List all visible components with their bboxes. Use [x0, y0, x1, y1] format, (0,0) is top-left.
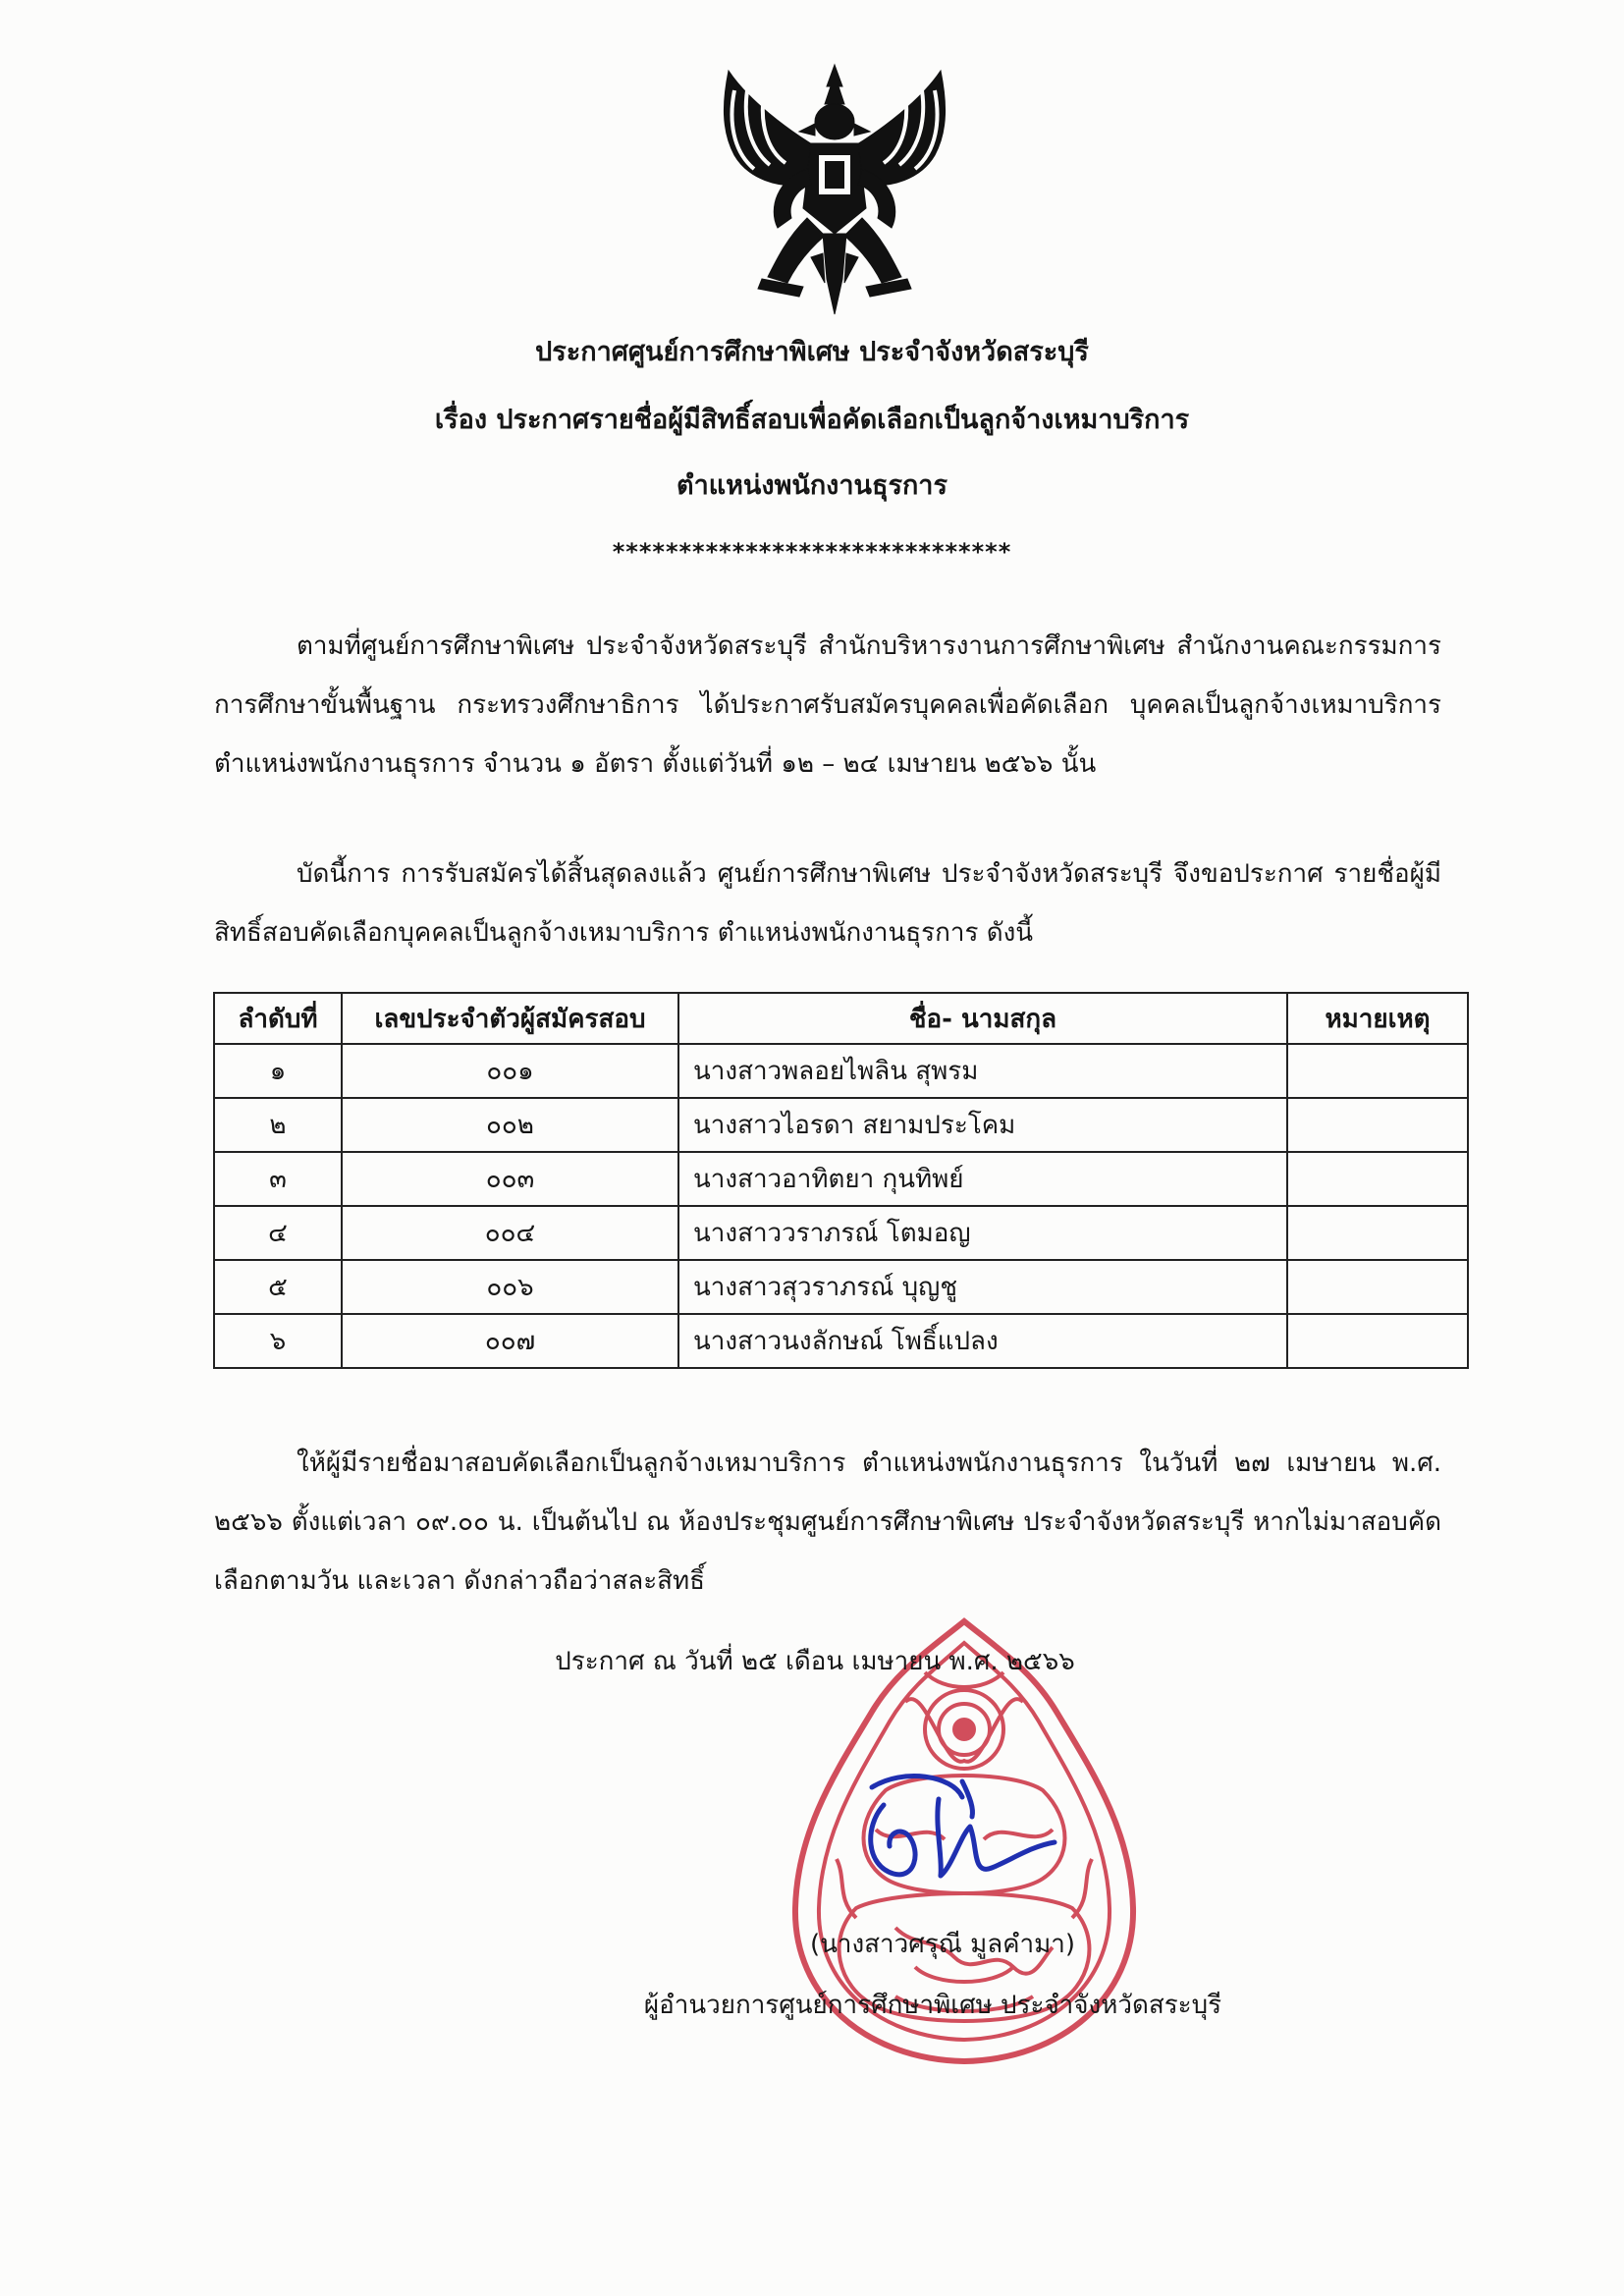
- announcement-title: ประกาศศูนย์การศึกษาพิเศษ ประจำจังหวัดสระบุรี: [535, 337, 1089, 367]
- cell-applicant-id: ๐๐๔: [342, 1206, 678, 1260]
- header-applicant-id: เลขประจำตัวผู้สมัครสอบ: [342, 993, 678, 1044]
- cell-remarks: [1287, 1206, 1468, 1260]
- cell-applicant-id: ๐๐๓: [342, 1152, 678, 1206]
- cell-applicant-id: ๐๐๗: [342, 1314, 678, 1368]
- cell-full-name: นางสาววราภรณ์ โตมอญ: [678, 1206, 1287, 1260]
- table-row: [214, 1152, 1468, 1206]
- cell-applicant-id: ๐๐๑: [342, 1044, 678, 1098]
- paragraph-intro: ตามที่ศูนย์การศึกษาพิเศษ ประจำจังหวัดสระบุรี สำนักบริหารงานการศึกษาพิเศษ สำนักงานคณะกรรมการการศึกษาขั้นพื้นฐาน กระทรวงศึกษาธิการ ได้ประกาศรับสมัครบุคคลเพื่อคัดเลือก บุคคลเป็นลูกจ้างเหมาบริการ ตำแหน่งพนักงานธุรการ จำนวน ๑ อัตรา ตั้งแต่วันที่ ๑๒ – ๒๔ เมษายน ๒๕๖๖ นั้น: [214, 631, 1441, 779]
- table-row: [214, 1206, 1468, 1260]
- table-row: [214, 1314, 1468, 1368]
- cell-order: ๑: [214, 1044, 342, 1098]
- cell-full-name: นางสาวไอรดา สยามประโคม: [678, 1098, 1287, 1152]
- garuda-emblem-icon: [709, 61, 960, 318]
- table-row: [214, 1044, 1468, 1098]
- cell-full-name: นางสาวสุวราภรณ์ บุญชู: [678, 1260, 1287, 1314]
- candidate-table: [213, 992, 1469, 1369]
- cell-order: ๒: [214, 1098, 342, 1152]
- announcement-date: ประกาศ ณ วันที่ ๒๕ เดือน เมษายน พ.ศ. ๒๕๖๖: [555, 1647, 1075, 1676]
- cell-order: ๔: [214, 1206, 342, 1260]
- table-header-row: [214, 993, 1468, 1044]
- cell-applicant-id: ๐๐๒: [342, 1098, 678, 1152]
- announcement-subject: เรื่อง ประกาศรายชื่อผู้มีสิทธิ์สอบเพื่อคัดเลือกเป็นลูกจ้างเหมาบริการ: [434, 405, 1190, 435]
- cell-remarks: [1287, 1098, 1468, 1152]
- cell-full-name: นางสาวอาทิตยา กุนทิพย์: [678, 1152, 1287, 1206]
- cell-order: ๓: [214, 1152, 342, 1206]
- paragraph-exam-instructions: ให้ผู้มีรายชื่อมาสอบคัดเลือกเป็นลูกจ้างเหมาบริการ ตำแหน่งพนักงานธุรการ ในวันที่ ๒๗ เมษายน พ.ศ. ๒๕๖๖ ตั้งแต่เวลา ๐๙.๐๐ น. เป็นต้นไป ณ ห้องประชุมศูนย์การศึกษาพิเศษ ประจำจังหวัดสระบุรี หากไม่มาสอบคัดเลือกตามวัน และเวลา ดังกล่าวถือว่าสละสิทธิ์: [214, 1449, 1441, 1596]
- cell-remarks: [1287, 1314, 1468, 1368]
- cell-remarks: [1287, 1260, 1468, 1314]
- header-remarks: หมายเหตุ: [1287, 993, 1468, 1044]
- director-signature-icon: [844, 1758, 1070, 1905]
- signer-title: ผู้อำนวยการศูนย์การศึกษาพิเศษ ประจำจังหวัดสระบุรี: [643, 1991, 1222, 2020]
- header-full-name: ชื่อ- นามสกุล: [678, 993, 1287, 1044]
- announcement-position: ตำแหน่งพนักงานธุรการ: [677, 470, 947, 501]
- header-order: ลำดับที่: [214, 993, 342, 1044]
- table-row: [214, 1260, 1468, 1314]
- cell-order: ๖: [214, 1314, 342, 1368]
- cell-full-name: นางสาวพลอยไพลิน สุพรม: [678, 1044, 1287, 1098]
- paragraph-closing-notice: บัดนี้การ การรับสมัครได้สิ้นสุดลงแล้ว ศูนย์การศึกษาพิเศษ ประจำจังหวัดสระบุรี จึงขอประกาศ รายชื่อผู้มีสิทธิ์สอบคัดเลือกบุคคลเป็นลูกจ้างเหมาบริการ ตำแหน่งพนักงานธุรการ ดังนี้: [214, 859, 1441, 948]
- cell-applicant-id: ๐๐๖: [342, 1260, 678, 1314]
- cell-remarks: [1287, 1152, 1468, 1206]
- signer-name: (นางสาวศรุณี มูลคำมา): [809, 1930, 1076, 1959]
- cell-order: ๕: [214, 1260, 342, 1314]
- cell-full-name: นางสาวนงลักษณ์ โพธิ์แปลง: [678, 1314, 1287, 1368]
- table-row: [214, 1098, 1468, 1152]
- separator-stars: ******************************: [612, 538, 1012, 566]
- cell-remarks: [1287, 1044, 1468, 1098]
